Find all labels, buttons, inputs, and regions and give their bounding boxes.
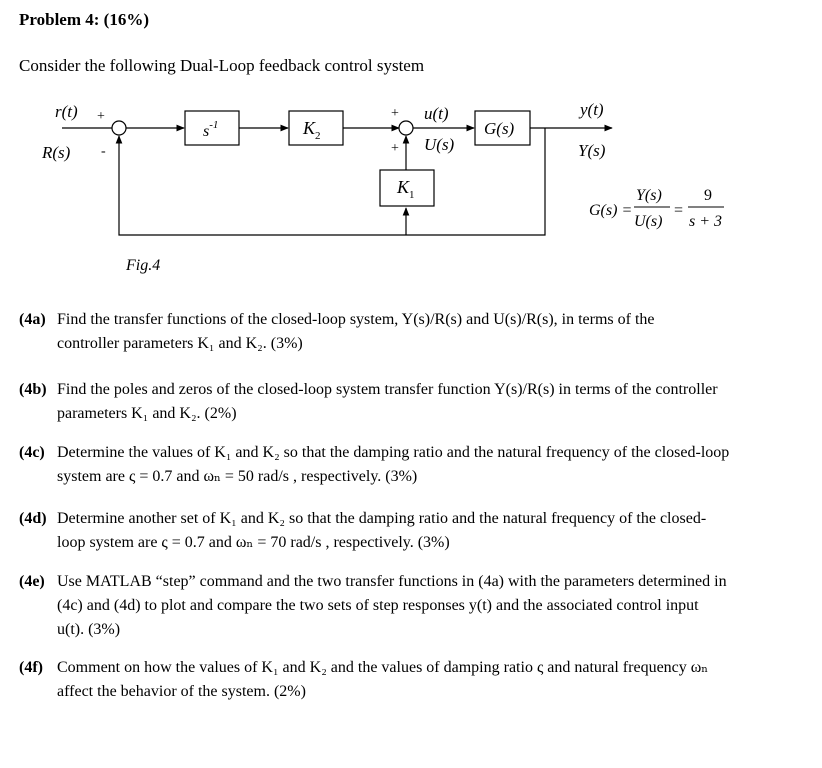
- question-label: (4b): [19, 381, 47, 398]
- sum1-minus-sign: -: [101, 144, 106, 159]
- g-eq-lhs: G(s) =: [589, 202, 633, 219]
- question-4f: [19, 656, 709, 700]
- sum1-plus-sign: +: [97, 109, 105, 124]
- question-label: (4e): [19, 573, 45, 590]
- block-diagram: [0, 90, 822, 280]
- question-text: Comment on how the values of K₁ and K₂ and the values of damping ratio ς and natural frequency ωₙ affect the behavior of the system. (2%): [57, 659, 709, 700]
- question-4d: [19, 507, 707, 551]
- k1-label: $K_1$: [397, 177, 415, 201]
- question-text: Use MATLAB “step” command and the two transfer functions in (4a) with the parameters determined in (4c) and (4d) to plot and compare the two sets of step responses y(t) and the associated control input u(t). (3%): [57, 573, 727, 638]
- integrator-label: $s^{-1}$: [203, 119, 219, 140]
- R-s-label: R(s): [42, 143, 71, 162]
- question-text: Determine another set of K₁ and K₂ so that the damping ratio and the natural frequency of the closed- loop system are ς = 0.7 and ωₙ = 70 rad/s , respectively. (3%): [57, 510, 707, 551]
- question-label: (4d): [19, 510, 47, 527]
- g-eq-den: U(s): [634, 213, 663, 230]
- question-4b: [19, 378, 718, 422]
- Y-s-label: Y(s): [578, 141, 606, 160]
- figure-label: Fig.4: [126, 257, 161, 274]
- g-eq-den2: s + 3: [689, 213, 723, 230]
- k2-label: $K_2$: [303, 118, 321, 142]
- problem-title: Problem 4: (16%): [19, 10, 149, 29]
- g-eq-equals: =: [674, 202, 684, 219]
- question-4c: [19, 441, 730, 485]
- g-eq-num2: 9: [704, 187, 712, 204]
- summing-junction-1: [112, 121, 126, 135]
- sum2-plus-bottom: +: [391, 141, 399, 156]
- summing-junction-2: [399, 121, 413, 135]
- question-label: (4a): [19, 311, 46, 328]
- question-4a: [19, 308, 655, 352]
- U-s-label: U(s): [424, 135, 455, 154]
- plant-label: G(s): [484, 119, 515, 138]
- question-4e: [19, 570, 727, 638]
- g-eq-num: Y(s): [636, 187, 662, 204]
- problem-intro: Consider the following Dual-Loop feedback control system: [19, 56, 425, 75]
- question-text: Determine the values of K₁ and K₂ so that the damping ratio and the natural frequency of the closed-loop system are ς = 0.7 and ωₙ = 50 rad/s , respectively. (3%): [57, 444, 730, 485]
- y-t-label: y(t): [580, 100, 604, 119]
- question-text: Find the transfer functions of the closed-loop system, Y(s)/R(s) and U(s)/R(s), in terms of the controller parameters K₁ and K₂. (3%): [57, 311, 655, 352]
- u-t-label: u(t): [424, 104, 449, 123]
- r-t-label: r(t): [55, 102, 78, 121]
- sum2-plus-top: +: [391, 106, 399, 121]
- question-label: (4f): [19, 659, 43, 676]
- question-text: Find the poles and zeros of the closed-loop system transfer function Y(s)/R(s) in terms of the controller parameters K₁ and K₂. (2%): [57, 381, 718, 422]
- question-label: (4c): [19, 444, 45, 461]
